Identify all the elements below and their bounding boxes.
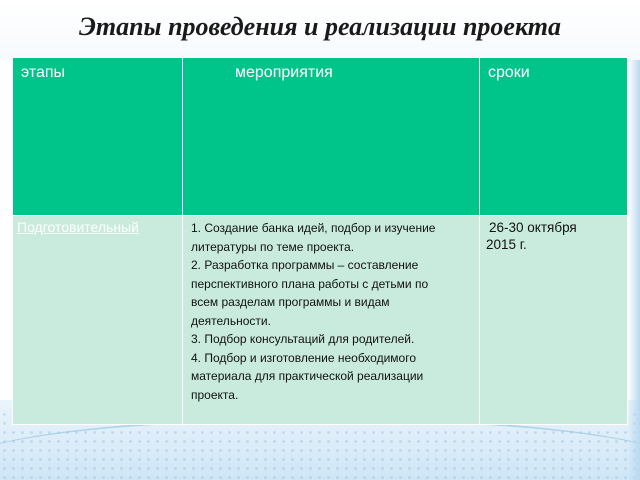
measure-line: материала для практической реализации	[191, 369, 424, 383]
background-right-edge	[628, 60, 640, 480]
table-row	[13, 216, 628, 425]
date-line: 26-30 октября	[489, 220, 577, 235]
measure-line: 1. Создание банка идей, подбор и изучение	[191, 221, 436, 235]
header-stages: этапы	[13, 58, 183, 216]
measures-cell	[183, 216, 480, 425]
measure-line: деятельности.	[191, 313, 271, 328]
table-header-row	[13, 58, 628, 216]
wave-line	[0, 418, 640, 480]
measure-line: 4. Подбор и изготовление необходимого	[191, 350, 416, 365]
slide-title: Этапы проведения и реализации проекта	[78, 12, 562, 41]
date-line: 2015 г.	[486, 237, 527, 252]
header-measures: мероприятия	[183, 58, 480, 216]
measure-line: проекта.	[191, 387, 239, 402]
measure-line: всем разделам программы и видам	[191, 295, 390, 309]
dates-cell	[480, 216, 628, 425]
measure-line: перспективного плана работы с детьми по	[191, 276, 429, 291]
stage-cell: Подготовительный	[13, 216, 183, 425]
measure-line: 3. Подбор консультаций для родителей.	[191, 332, 415, 346]
measure-line: литературы по теме проекта.	[191, 239, 355, 254]
header-dates: сроки	[480, 58, 628, 216]
measure-line: 2. Разработка программы – составление	[191, 258, 419, 272]
project-stages-table	[12, 57, 628, 425]
